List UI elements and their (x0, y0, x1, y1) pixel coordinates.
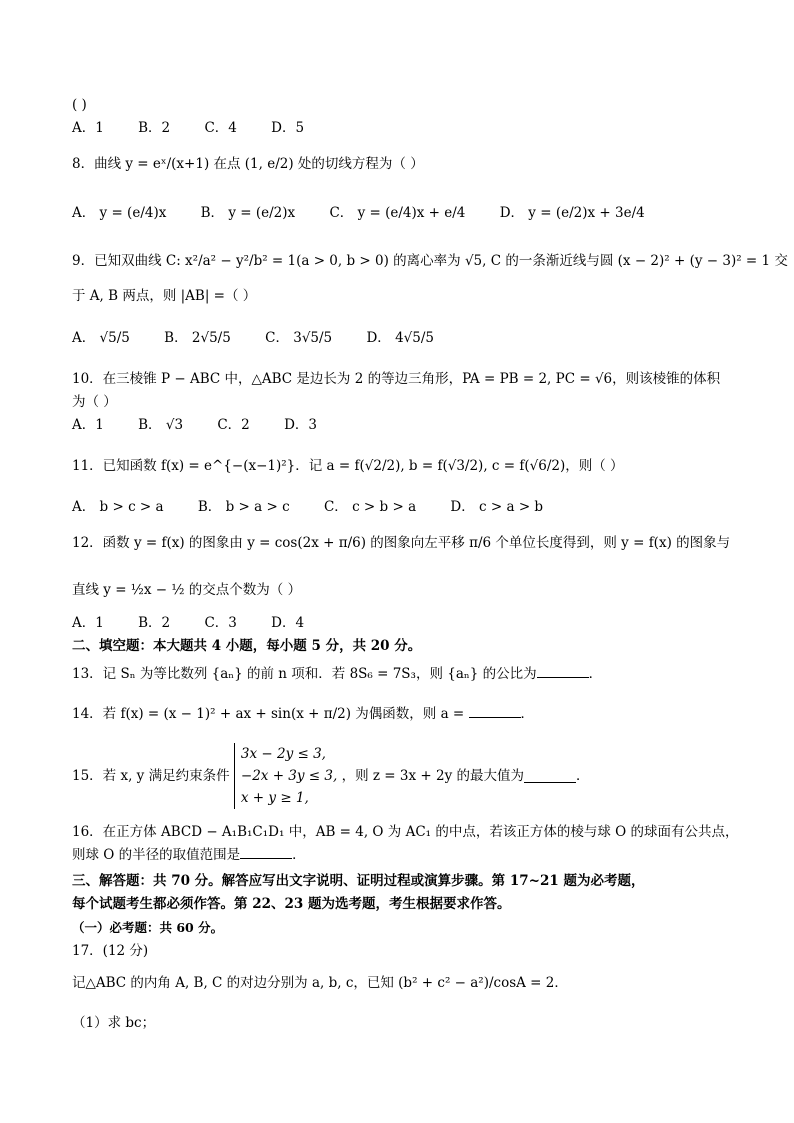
option-d: D．4 (271, 615, 305, 631)
option-c: C．3 (204, 615, 237, 631)
option-b: B． y = (e/2)x (200, 205, 296, 221)
q16-stem-line2: 则球 O 的半径的取值范围是 ． (72, 847, 306, 863)
option-d: D． y = (e/2)x + 3e/4 (499, 205, 645, 221)
option-a: A． y = (e/4)x (72, 205, 167, 221)
q7-paren: ( ) (72, 97, 87, 113)
q10-stem-line1: 10．在三棱锥 P − ABC 中，△ABC 是边长为 2 的等边三角形，PA = PB = 2, PC = √6，则该棱锥的体积 (72, 371, 721, 387)
option-a: A． √5/5 (72, 330, 130, 346)
q14-stem: 14．若 f(x) = (x − 1)² + ax + sin(x + π/2) 为偶函数，则 a = ． (72, 706, 535, 722)
option-b: B． 2√5/5 (164, 330, 231, 346)
answer-blank (469, 705, 521, 718)
q15-text-post: ，则 z = 3x + 2y 的最大值为 (341, 768, 524, 784)
q9-stem-line1: 9．已知双曲线 C: x²/a² − y²/b² = 1(a > 0, b > 0) 的离心率为 √5, C 的一条渐近线与圆 (x − 2)² + (y − 3)² = 1 交 (72, 253, 788, 269)
answer-blank (524, 770, 576, 783)
section-2-heading: 二、填空题：本大题共 4 小题，每小题 5 分，共 20 分。 (72, 638, 422, 654)
q15-stem: 15．若 x, y 满足约束条件 3x − 2y ≤ 3, −2x + 3y ≤ 3, x + y ≥ 1, ，则 z = 3x + 2y 的最大值为 ． (72, 743, 590, 809)
q16-stem-line1: 16．在正方体 ABCD − A₁B₁C₁D₁ 中，AB = 4, O 为 AC₁ 的中点，若该正方体的棱与球 O 的球面有公共点， (72, 824, 739, 840)
q13-stem: 13．记 Sₙ 为等比数列 {aₙ} 的前 n 项和．若 8S₆ = 7S₃，则 {aₙ} 的公比为 ． (72, 666, 603, 682)
q11-stem: 11．已知函数 f(x) = e^{−(x−1)²}．记 a = f(√2/2), b = f(√3/2), c = f(√6/2)，则（ ） (72, 458, 624, 474)
constraint-2: −2x + 3y ≤ 3, (240, 768, 338, 784)
q12-options (72, 614, 334, 632)
q9-stem-line2: 于 A, B 两点，则 |AB| =（ ） (72, 288, 257, 304)
option-a: A． b > c > a (72, 499, 164, 515)
q12-stem-line2: 直线 y = ½x − ½ 的交点个数为（ ） (72, 582, 302, 598)
option-c: C．2 (217, 417, 250, 433)
option-c: C． 3√5/5 (265, 330, 333, 346)
q15-text: 15．若 x, y 满足约束条件 (72, 768, 230, 784)
q13-text: 13．记 Sₙ 为等比数列 {aₙ} 的前 n 项和．若 8S₆ = 7S₃，则 {aₙ} 的公比为 (72, 666, 537, 682)
q9-options (72, 329, 464, 347)
q17-heading: 17．(12 分) (72, 943, 149, 959)
section-3-heading-line2: 每个试题考生都必须作答。第 22、23 题为选考题，考生根据要求作答。 (72, 896, 511, 912)
q16-text: 则球 O 的半径的取值范围是 (72, 847, 241, 863)
option-b: B． √3 (138, 417, 184, 433)
q10-stem-line2: 为（ ） (72, 394, 117, 410)
constraint-system (234, 743, 337, 809)
answer-blank (240, 846, 292, 859)
option-a: A．1 (72, 417, 104, 433)
option-d: D．5 (271, 120, 305, 136)
q11-options (72, 498, 573, 516)
subsection-heading: （一）必考题：共 60 分。 (72, 920, 224, 935)
option-c: C． c > b > a (323, 499, 417, 515)
section-3-heading-line1: 三、解答题：共 70 分。解答应写出文字说明、证明过程或演算步骤。第 17~21 题为必考题， (72, 873, 645, 889)
option-c: C． y = (e/4)x + e/4 (329, 205, 466, 221)
q10-options (72, 416, 347, 434)
option-c: C．4 (204, 120, 237, 136)
option-b: B．2 (138, 615, 171, 631)
constraint-3: x + y ≥ 1, (240, 790, 309, 806)
option-d: D． c > a > b (450, 499, 544, 515)
option-b: B．2 (138, 120, 171, 136)
q7-options (72, 119, 334, 137)
q17-part1: （1）求 bc； (72, 1015, 156, 1031)
answer-blank (537, 665, 589, 678)
option-a: A．1 (72, 615, 104, 631)
q17-body: 记△ABC 的内角 A, B, C 的对边分别为 a, b, c，已知 (b² + c² − a²)/cosA = 2． (72, 975, 568, 991)
option-a: A．1 (72, 120, 104, 136)
constraint-1: 3x − 2y ≤ 3, (240, 746, 326, 762)
q12-stem-line1: 12．函数 y = f(x) 的图象由 y = cos(2x + π/6) 的图象向左平移 π/6 个单位长度得到，则 y = f(x) 的图象与 (72, 535, 731, 551)
option-b: B． b > a > c (197, 499, 290, 515)
option-d: D．3 (284, 417, 317, 433)
q8-options (72, 204, 675, 222)
q8-stem: 8．曲线 y = eˣ/(x+1) 在点 (1, e/2) 处的切线方程为（ ） (72, 156, 424, 172)
q14-text: 14．若 f(x) = (x − 1)² + ax + sin(x + π/2) 为偶函数，则 a = (72, 706, 465, 722)
option-d: D． 4√5/5 (366, 330, 434, 346)
